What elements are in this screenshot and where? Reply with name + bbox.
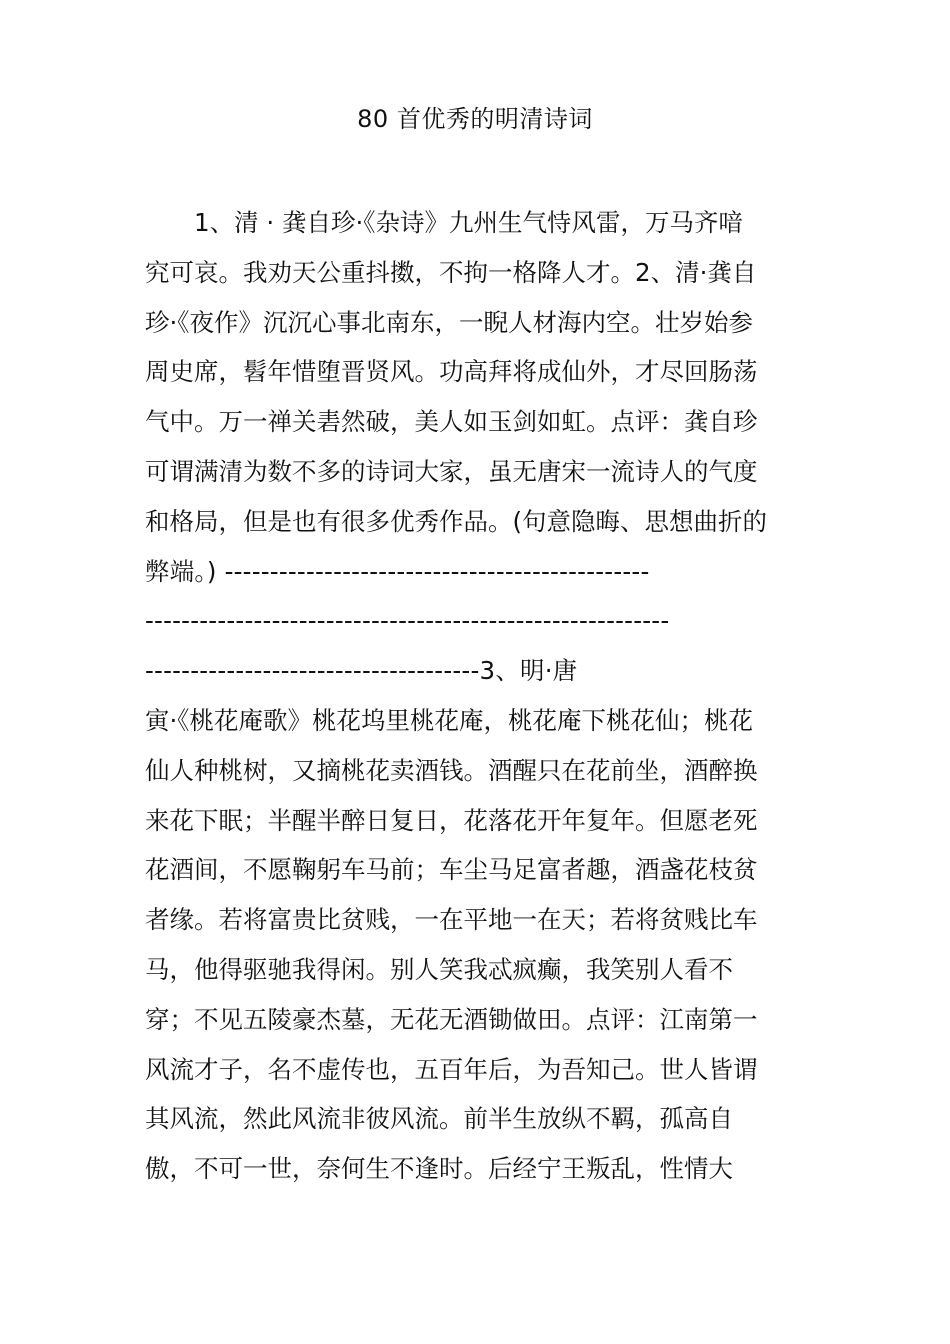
document-title: 80 首优秀的明清诗词 xyxy=(357,105,593,133)
text-line: 可谓满清为数不多的诗词大家，虽无唐宋一流诗人的气度 xyxy=(145,456,758,486)
text-line: 傲，不可一世，奈何生不逢时。后经宁王叛乱，性情大 xyxy=(145,1154,733,1184)
text-line: 周史席，髫年惜堕晋贤风。功高拜将成仙外，才尽回肠荡 xyxy=(145,357,758,387)
text-line: 来花下眠；半醒半醉日复日，花落花开年复年。但愿老死 xyxy=(145,805,758,835)
text-line: 弊端。) ----------------------------------------------- xyxy=(145,556,650,586)
text-line: 仙人种桃树，又摘桃花卖酒钱。酒醒只在花前坐，酒醉换 xyxy=(145,755,758,785)
text-line: 花酒间，不愿鞠躬车马前；车尘马足富者趣，酒盏花枝贫 xyxy=(145,855,758,885)
text-line: 1、清 · 龚自珍·《杂诗》九州生气恃风雷，万马齐喑 xyxy=(194,208,743,237)
text-line: 气中。万一禅关砉然破，美人如玉剑如虹。点评：龚自珍 xyxy=(145,407,758,437)
document-body xyxy=(145,198,795,1194)
text-line: -------------------------------------3、明·唐 xyxy=(145,656,578,686)
text-line: 寅·《桃花庵歌》桃花坞里桃花庵，桃花庵下桃花仙；桃花 xyxy=(145,705,754,735)
text-line: 和格局，但是也有很多优秀作品。(句意隐晦、思想曲折的 xyxy=(145,506,768,536)
text-line: 穿；不见五陵豪杰墓，无花无酒锄做田。点评：江南第一 xyxy=(145,1004,758,1034)
text-line: 马，他得驱驰我得闲。别人笑我忒疯癫，我笑别人看不 xyxy=(145,954,733,984)
text-line: 珍·《夜作》沉沉心事北南东，一睨人材海内空。壮岁始参 xyxy=(145,307,754,337)
text-line: 风流才子，名不虚传也，五百年后，为吾知己。世人皆谓 xyxy=(145,1054,758,1084)
text-line: 究可哀。我劝天公重抖擞，不拘一格降人才。2、清·龚自 xyxy=(145,257,757,287)
text-line: 其风流，然此风流非彼风流。前半生放纵不羁，孤高自 xyxy=(145,1104,733,1134)
text-line: 者缘。若将富贵比贫贱，一在平地一在天；若将贫贱比车 xyxy=(145,905,758,935)
dash-separator-line: ---------------------------------------------------------- xyxy=(145,606,670,636)
